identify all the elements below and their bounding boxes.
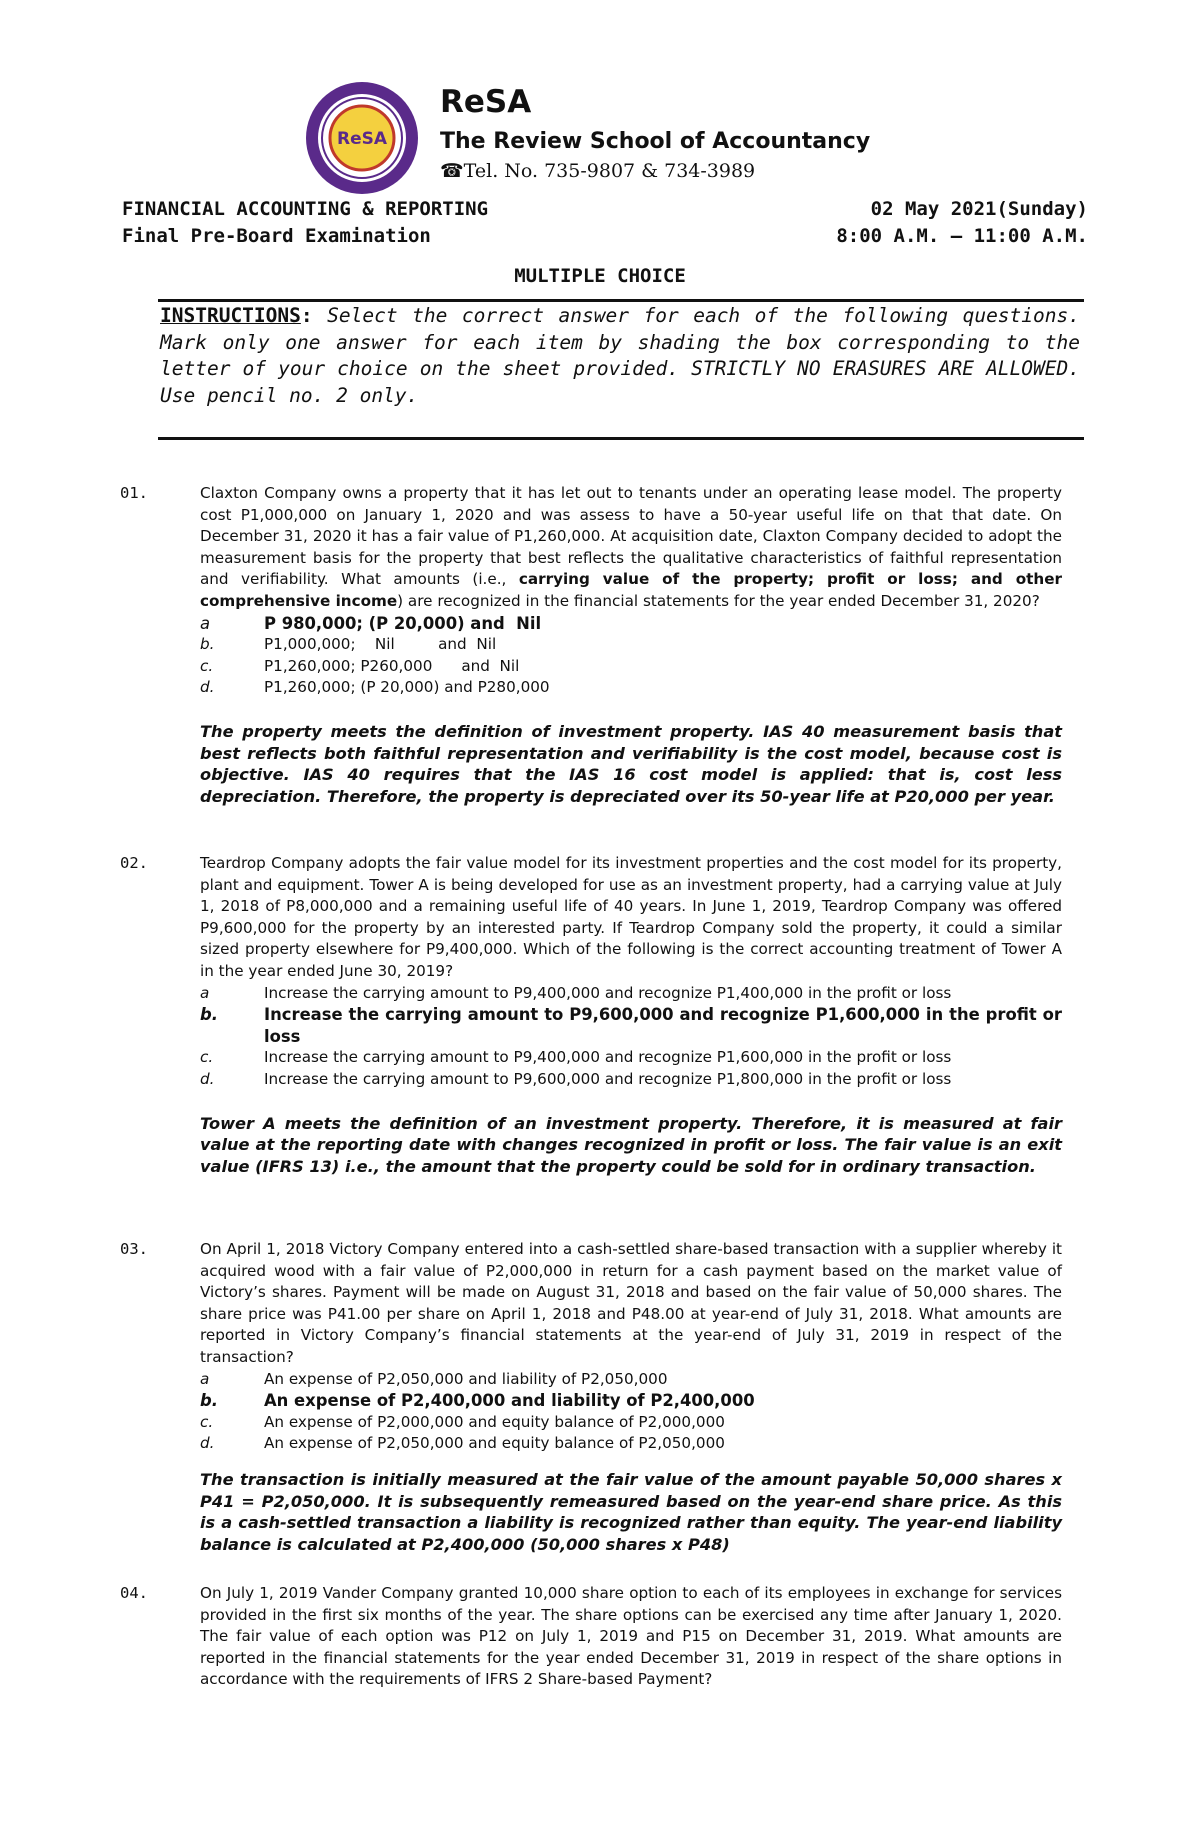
logo-text: ReSA: [336, 129, 388, 149]
resa-logo-seal: [304, 80, 420, 196]
choice-a: [200, 983, 1062, 1005]
school-heading: [440, 84, 870, 184]
choice-letter: a: [200, 613, 211, 633]
question-number: 04.: [120, 1584, 148, 1602]
exam-title-block: [122, 196, 488, 250]
question-04: [120, 1583, 1062, 1691]
choice-text: Increase the carrying amount to P9,400,000 and recognize P1,400,000 in the profit or loss: [264, 983, 952, 1002]
question-03: [120, 1239, 1062, 1555]
question-stem: Teardrop Company adopts the fair value model for its investment properties and the cost model for its property, plant and equipment. Tower A is being developed for use as an investment property, had a carrying value at July 1, 2018 of P8,000,000 and a remaining useful life of 40 years. In June 1, 2019, Teardrop Company was offered P9,600,000 for the property by an interested party. If Teardrop Company sold the property, it could a similar sized property elsewhere for P9,400,000. Which of the following is the correct accounting treatment of Tower A in the year ended June 30, 2019?: [200, 854, 1062, 980]
choice-letter: d.: [200, 1434, 215, 1453]
stem-text-end: ) are recognized in the financial statements for the year ended December 31, 2020?: [397, 591, 1040, 610]
choice-text: P1,260,000; (P 20,000) and P280,000: [264, 678, 550, 697]
choice-letter: b.: [200, 635, 215, 654]
choice-text: Increase the carrying amount to P9,600,000 and recognize P1,600,000 in the profit or loss: [264, 1005, 1062, 1046]
phone-icon: ☎: [440, 160, 464, 182]
choice-text: P 980,000; (P 20,000) and Nil: [264, 613, 542, 633]
exam-date: 02 May 2021(Sunday): [870, 198, 1088, 220]
choice-text: An expense of P2,400,000 and liability of P2,400,000: [264, 1391, 755, 1411]
question-stem: [200, 483, 1062, 613]
exam-schedule-block: [836, 196, 1088, 250]
exam-name: Final Pre-Board Examination: [122, 225, 431, 247]
choice-b: [200, 634, 1062, 656]
choice-letter: c.: [200, 1048, 214, 1067]
choice-c: [200, 656, 1062, 678]
stem-emphasis: carrying value of the property; profit or loss; and other comprehensive income: [200, 570, 1062, 610]
choice-a: [200, 1369, 1062, 1391]
choice-letter: d.: [200, 678, 215, 697]
choice-text: An expense of P2,000,000 and equity balance of P2,000,000: [264, 1412, 725, 1431]
answer-explanation: The transaction is initially measured at the fair value of the amount payable 50,000 shares x P41 = P2,050,000. It is subsequently remeasured based on the year-end share price. As this is a cash-settled transaction a liability is recognized rather than equity. The year-end liability balance is calculated at P2,400,000 (50,000 shares x P48): [200, 1469, 1062, 1554]
choice-text: P1,260,000; P260,000 and Nil: [264, 656, 520, 675]
answer-explanation: The property meets the definition of investment property. IAS 40 measurement basis that best reflects both faithful representation and verifiability is the cost model, because cost is objective. IAS 40 requires that the IAS 16 cost model is applied: that is, cost less depreciation. Therefore, the property is depreciated over its 50-year life at P20,000 per year.: [200, 721, 1062, 806]
choice-letter: c.: [200, 1412, 214, 1431]
section-title: MULTIPLE CHOICE: [514, 265, 686, 287]
school-telephone: [440, 158, 870, 184]
choice-text: Increase the carrying amount to P9,600,000 and recognize P1,800,000 in the profit or loss: [264, 1069, 952, 1088]
school-full-name: The Review School of Accountancy: [440, 129, 871, 154]
choice-text: An expense of P2,050,000 and liability of P2,050,000: [264, 1369, 668, 1388]
choice-a: [200, 613, 1062, 635]
exam-time: 8:00 A.M. – 11:00 A.M.: [836, 225, 1088, 247]
choice-text: P1,000,000; Nil and Nil: [264, 635, 497, 654]
choice-letter: a: [200, 1369, 210, 1388]
choice-letter: a: [200, 983, 210, 1002]
instructions-bottom-rule: [158, 437, 1084, 440]
choice-letter: b.: [200, 1391, 218, 1411]
question-number: 01.: [120, 484, 148, 502]
telephone-text: Tel. No. 735-9807 & 734-3989: [463, 160, 756, 182]
question-02: [120, 853, 1062, 1177]
choice-d: [200, 1069, 1062, 1091]
choice-letter: c.: [200, 656, 214, 675]
question-number: 03.: [120, 1240, 148, 1258]
choice-d: [200, 677, 1062, 699]
answer-explanation: Tower A meets the definition of an investment property. Therefore, it is measured at fair value at the reporting date with changes recognized in profit or loss. The fair value is an exit value (IFRS 13) i.e., the amount that the property could be sold for in ordinary transaction.: [200, 1113, 1062, 1176]
question-stem: On April 1, 2018 Victory Company entered into a cash-settled share-based transaction with a supplier whereby it acquired wood with a fair value of P2,000,000 in return for a cash payment based on the market value of Victory’s shares. Payment will be made on August 31, 2018 and based on the fair value of 50,000 shares. The share price was P41.00 per share on April 1, 2018 and P48.00 at year-end of July 31, 2018. What amounts are reported in Victory Company’s financial statements at the year-end of July 31, 2019 in respect of the transaction?: [200, 1240, 1062, 1366]
subject-title: FINANCIAL ACCOUNTING & REPORTING: [122, 198, 489, 220]
choice-c: [200, 1047, 1062, 1069]
instructions-top-rule: [158, 299, 1084, 302]
choice-letter: b.: [200, 1005, 218, 1025]
question-number: 02.: [120, 854, 148, 872]
choice-b: [200, 1004, 1062, 1047]
choice-d: [200, 1433, 1062, 1455]
instructions-text: Select the correct answer for each of the following questions. Mark only one answer for each item by shading the box corresponding to the letter of your choice on the sheet provided. STRICTLY NO ERASURES ARE ALLOWED. Use pencil no. 2 only.: [160, 304, 1080, 407]
school-short-name: ReSA: [440, 84, 532, 120]
question-01: [120, 483, 1062, 807]
choice-text: Increase the carrying amount to P9,400,000 and recognize P1,600,000 in the profit or loss: [264, 1048, 952, 1067]
stem-text: Claxton Company owns a property that it has let out to tenants under an operating lease model. The property cost P1,000,000 on January 1, 2020 and was assess to have a 50-year useful life on that that date. On December 31, 2020 it has a fair value of P1,260,000. At acquisition date, Claxton Company decided to adopt the measurement basis for the property that best reflects the qualitative characteristics of faithful representation and verifiability. What amounts (i.e.,: [200, 484, 1062, 589]
choice-c: [200, 1412, 1062, 1434]
instructions-box: INSTRUCTIONS: Select the correct answer for each of the following questions. Mark only one answer for each item by shading the box corresponding to the letter of your choice on the sheet provided. STRICTLY NO ERASURES ARE ALLOWED. Use pencil no. 2 only.: [160, 304, 1080, 407]
question-stem: On July 1, 2019 Vander Company granted 10,000 share option to each of its employees in exchange for services provided in the first six months of the year. The share options can be exercised any time after January 1, 2020. The fair value of each option was P12 on July 1, 2019 and P15 on December 31, 2019. What amounts are reported in the financial statements for the year ended December 31, 2019 in respect of the share options in accordance with the requirements of IFRS 2 Share-based Payment?: [200, 1584, 1062, 1689]
choice-text: An expense of P2,050,000 and equity balance of P2,050,000: [264, 1434, 725, 1453]
choice-letter: d.: [200, 1069, 215, 1088]
choice-b: [200, 1390, 1062, 1412]
instructions-label: INSTRUCTIONS: [160, 304, 301, 327]
